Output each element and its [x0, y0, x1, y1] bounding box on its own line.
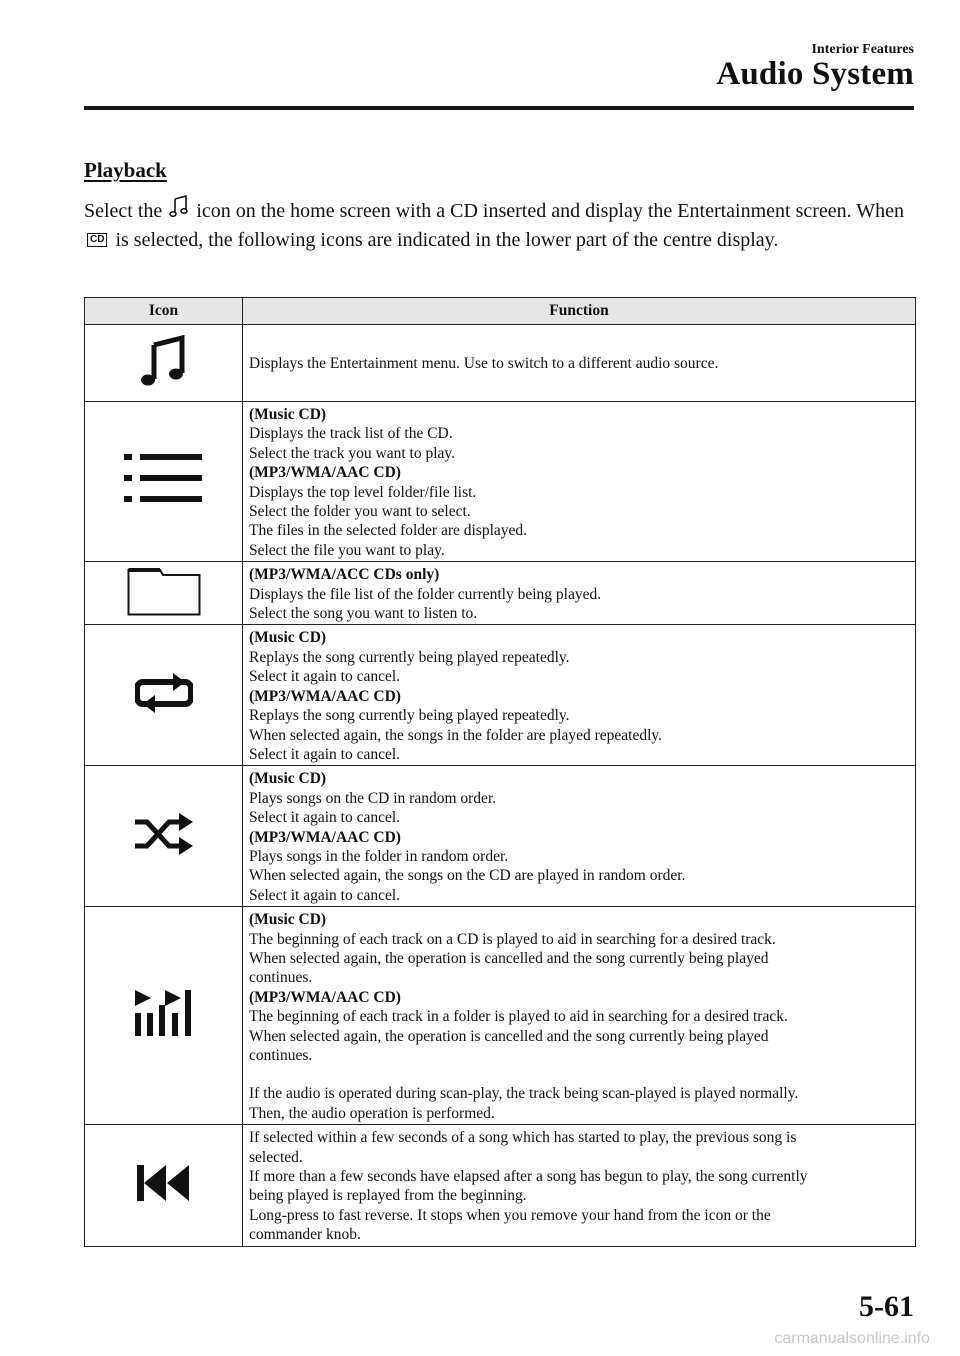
table-row: [85, 907, 916, 1125]
icon-cell: [85, 1125, 243, 1246]
function-line: Plays songs on the CD in random order.: [249, 789, 497, 807]
header-rule: [84, 106, 914, 110]
media-type-label: (Music CD): [249, 770, 327, 788]
function-cell: [243, 1125, 916, 1246]
function-line: being played is replayed from the beginning.: [249, 1187, 527, 1205]
function-line: Displays the top level folder/file list.: [249, 483, 477, 501]
icon-cell: [85, 907, 243, 1125]
function-cell: [243, 625, 916, 766]
watermark: carmanualsonline.info: [774, 1330, 930, 1347]
icon-cell: [85, 766, 243, 907]
music-note-icon: [169, 194, 189, 227]
intro-paragraph: [84, 194, 916, 253]
function-line: Select the track you want to play.: [249, 444, 456, 462]
media-type-label: (MP3/WMA/AAC CD): [249, 464, 401, 482]
media-type-label: (MP3/WMA/AAC CD): [249, 687, 401, 705]
function-cell: [243, 562, 916, 625]
icon-cell: [85, 625, 243, 766]
function-line: When selected again, the songs on the CD are played in random order.: [249, 867, 686, 885]
function-line: When selected again, the songs in the folder are played repeatedly.: [249, 726, 663, 744]
page-title: Audio System: [716, 56, 914, 92]
function-line: selected.: [249, 1148, 303, 1166]
function-cell: [243, 325, 916, 402]
shuffle-icon: [133, 843, 195, 860]
media-type-label: (MP3/WMA/AAC CD): [249, 828, 401, 846]
function-line: Select it again to cancel.: [249, 886, 401, 904]
media-type-label: (MP3/WMA/ACC CDs only): [249, 566, 440, 584]
intro-text-2: icon on the home screen with a CD inserted and display the Entertainment screen. When: [196, 200, 905, 222]
icon-cell: [85, 325, 243, 402]
table-row: [85, 325, 916, 402]
icon-cell: [85, 562, 243, 625]
media-type-label: (Music CD): [249, 629, 327, 647]
function-line: If more than a few seconds have elapsed after a song has begun to play, the song currently: [249, 1168, 808, 1186]
function-line: Plays songs in the folder in random order.: [249, 847, 509, 865]
list-icon: [124, 491, 204, 508]
function-cell: [243, 766, 916, 907]
function-text-wrapper: [249, 328, 907, 400]
column-header-function: Function: [243, 298, 916, 325]
function-line: The files in the selected folder are displayed.: [249, 522, 528, 540]
section-heading: Playback: [84, 158, 167, 182]
function-line: Then, the audio operation is performed.: [249, 1104, 495, 1122]
function-line: Long-press to fast reverse. It stops when you remove your hand from the icon or the: [249, 1206, 771, 1224]
media-type-label: (Music CD): [249, 911, 327, 929]
function-line: commander knob.: [249, 1226, 361, 1244]
intro-text-3: is selected, the following icons are indicated in the lower part of the centre display.: [115, 229, 779, 251]
column-header-icon: Icon: [85, 298, 243, 325]
folder-icon: [127, 603, 201, 620]
function-line: Displays the Entertainment menu. Use to switch to a different audio source.: [249, 355, 719, 373]
function-line: The beginning of each track on a CD is played to aid in searching for a desired track.: [249, 930, 776, 948]
function-line: Displays the file list of the folder currently being played.: [249, 585, 602, 603]
function-line: The beginning of each track in a folder is played to aid in searching for a desired track.: [249, 1008, 788, 1026]
intro-text-1: Select the: [84, 200, 163, 222]
function-line: Replays the song currently being played repeatedly.: [249, 648, 570, 666]
section-label: Interior Features: [811, 42, 914, 57]
table-row: [85, 625, 916, 766]
repeat-icon: [135, 701, 193, 718]
function-line: When selected again, the operation is cancelled and the song currently being played: [249, 1027, 769, 1045]
function-line: Select it again to cancel.: [249, 809, 401, 827]
media-type-label: (MP3/WMA/AAC CD): [249, 988, 401, 1006]
paragraph-gap: [249, 1065, 907, 1084]
function-line: When selected again, the operation is cancelled and the song currently being played: [249, 949, 769, 967]
function-line: Displays the track list of the CD.: [249, 425, 453, 443]
function-line: continues.: [249, 969, 313, 987]
previous-track-icon: [137, 1190, 191, 1207]
music-note-icon: [140, 374, 188, 391]
function-line: Select it again to cancel.: [249, 668, 401, 686]
cd-icon: CD: [87, 233, 107, 247]
table-row: [85, 562, 916, 625]
function-cell: [243, 402, 916, 562]
function-line: Select the song you want to listen to.: [249, 605, 478, 623]
icon-cell: [85, 402, 243, 562]
function-table: [84, 297, 916, 1247]
table-row: [85, 766, 916, 907]
function-line: If the audio is operated during scan-play, the track being scan-played is played normally.: [249, 1085, 799, 1103]
function-line: Select the folder you want to select.: [249, 503, 471, 521]
scan-icon: [133, 1024, 195, 1041]
function-line: Select the file you want to play.: [249, 541, 445, 559]
function-line: continues.: [249, 1047, 313, 1064]
function-line: Replays the song currently being played repeatedly.: [249, 707, 570, 725]
function-cell: [243, 907, 916, 1125]
table-header-row: [85, 298, 916, 325]
page-number: 5-61: [859, 1290, 914, 1323]
function-line: Select it again to cancel.: [249, 745, 401, 763]
function-line: If selected within a few seconds of a song which has started to play, the previous song is: [249, 1129, 797, 1147]
table-row: [85, 1125, 916, 1246]
table-row: [85, 402, 916, 562]
media-type-label: (Music CD): [249, 406, 327, 423]
